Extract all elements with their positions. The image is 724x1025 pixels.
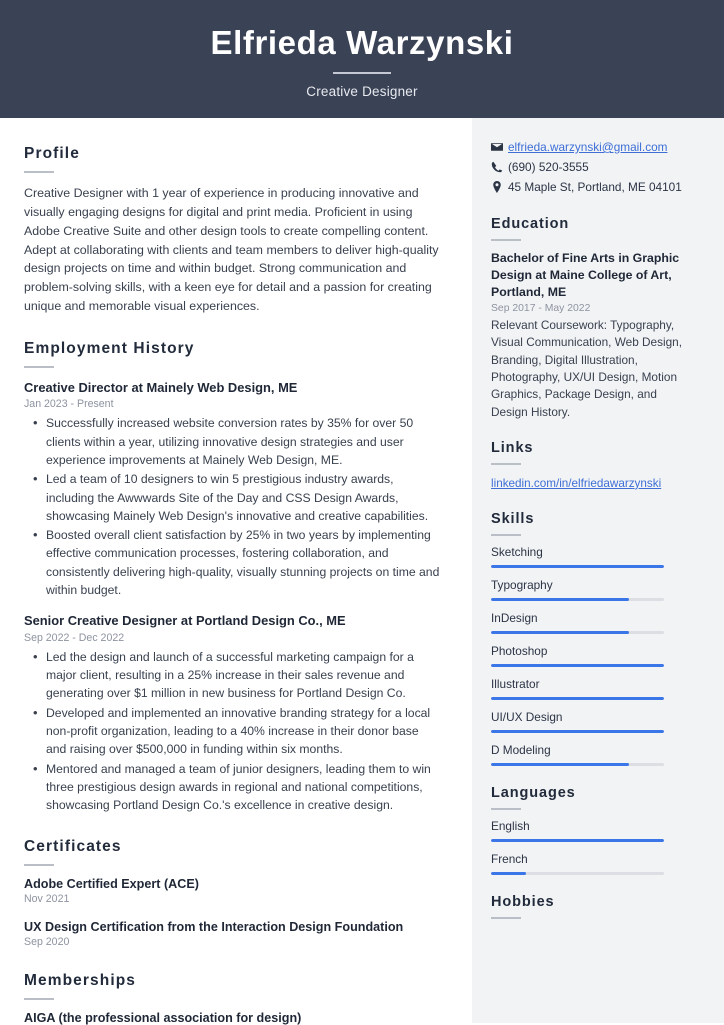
certificate-entry (24, 877, 442, 905)
contact-row-email (491, 140, 686, 154)
skill-label: D Modeling (491, 742, 551, 757)
job-bullets (24, 414, 442, 599)
language-item (491, 852, 686, 875)
section-heading-hobbies: Hobbies (491, 893, 555, 910)
contact-row-phone (491, 160, 686, 174)
section-profile (24, 145, 442, 316)
certificate-entry (24, 920, 442, 948)
section-heading-profile: Profile (24, 145, 80, 162)
skill-item (491, 644, 686, 667)
skill-item (491, 578, 686, 601)
section-education (491, 216, 686, 421)
language-label: English (491, 818, 530, 833)
certificate-title: Adobe Certified Expert (ACE) (24, 877, 199, 892)
list-item: • Developed and implemented an innovative branding strategy for a local non-profit organization, leading to a 40% increase in their donor base and raising over $500,000 in funding within six months. (24, 704, 442, 759)
section-divider (491, 239, 521, 241)
section-heading-skills: Skills (491, 510, 535, 527)
employment-entry (24, 379, 442, 599)
job-title: Senior Creative Designer at Portland Design Co., ME (24, 613, 346, 629)
job-date: Sep 2022 - Dec 2022 (24, 631, 125, 644)
language-bar-fill (491, 872, 526, 875)
page-title: Elfrieda Warzynski (210, 23, 514, 61)
certificate-title: UX Design Certification from the Interaction Design Foundation (24, 920, 404, 935)
skill-item (491, 611, 686, 634)
email-link[interactable]: elfrieda.warzynski@gmail.com (508, 140, 668, 154)
section-heading-education: Education (491, 216, 570, 232)
skill-bar-track (491, 763, 664, 766)
language-label: French (491, 851, 528, 866)
section-languages (491, 785, 686, 875)
map-pin-icon (491, 180, 508, 193)
resume-header (0, 0, 724, 118)
employment-entry (24, 612, 442, 814)
contact-list (491, 140, 686, 194)
section-divider (24, 998, 54, 1000)
skill-bar-track (491, 565, 664, 568)
main-column (0, 118, 472, 1023)
job-bullets (24, 648, 442, 815)
section-divider (491, 917, 521, 919)
skill-bar-fill (491, 697, 664, 700)
section-memberships (24, 972, 442, 1025)
skill-bar-fill (491, 763, 629, 766)
section-hobbies (491, 894, 686, 919)
sidebar-column (472, 118, 724, 1023)
skill-bar-track (491, 598, 664, 601)
section-divider (24, 171, 54, 173)
list-item: • Led the design and launch of a successful marketing campaign for a major client, resulting in a 25% increase in their sales revenue and generating over $1 million in new business for Portland Design Co. (24, 648, 442, 703)
skill-label: Typography (491, 577, 553, 592)
education-degree: Bachelor of Fine Arts in Graphic Design at Maine College of Art, Portland, ME (491, 251, 680, 299)
certificate-date: Sep 2020 (24, 936, 70, 949)
list-item: • Successfully increased website conversion rates by 35% for over 50 clients within a year, utilizing innovative design strategies and user experience improvements at Mainely Web Design, ME. (24, 414, 442, 469)
resume-body (0, 118, 724, 1023)
list-item: • Mentored and managed a team of junior designers, leading them to win three prestigious design awards in regional and national competitions, showcasing Portland Design Co.'s excellence in creative design. (24, 760, 442, 815)
section-divider (24, 366, 54, 368)
language-item (491, 819, 686, 842)
skill-label: Sketching (491, 544, 543, 559)
address-value: 45 Maple St, Portland, ME 04101 (508, 180, 682, 194)
education-description: Relevant Coursework: Typography, Visual Communication, Web Design, Branding, Digital Illustration, Photography, UX/UI Design, Motion Graphics, Package Design, and Design History. (491, 317, 683, 419)
section-skills (491, 511, 686, 766)
skill-label: Illustrator (491, 676, 540, 691)
skill-item (491, 710, 686, 733)
skill-bar-fill (491, 730, 664, 733)
section-heading-languages: Languages (491, 784, 576, 801)
section-links (491, 440, 686, 492)
skill-item (491, 677, 686, 700)
profile-text: Creative Designer with 1 year of experience in producing innovative and visually engaging designs for digital and print media. Proficient in using Adobe Creative Suite and other design tools to create compelling content. Adept at collaborating with clients and team members to deliver high-quality design projects on time and within budget. Strong communication and problem-solving skills, with a keen eye for detail and a passion for creating unique and memorable visual experiences. (24, 186, 439, 314)
phone-icon (491, 160, 508, 173)
skill-label: InDesign (491, 610, 538, 625)
section-divider (491, 808, 521, 810)
header-divider (333, 72, 391, 74)
section-heading-employment: Employment History (24, 339, 195, 357)
membership-title: AIGA (the professional association for design) (24, 1011, 302, 1025)
contact-row-address (491, 180, 686, 194)
skill-bar-fill (491, 565, 664, 568)
skill-bar-fill (491, 598, 629, 601)
skill-bar-fill (491, 664, 664, 667)
section-divider (491, 534, 521, 536)
skill-bar-track (491, 631, 664, 634)
section-divider (491, 463, 521, 465)
skill-label: UI/UX Design (491, 709, 563, 724)
skill-bar-track (491, 697, 664, 700)
skill-item (491, 545, 686, 568)
header-job-title: Creative Designer (306, 84, 418, 100)
skill-bar-track (491, 730, 664, 733)
phone-value: (690) 520-3555 (508, 160, 589, 174)
language-bar-fill (491, 839, 664, 842)
job-title: Creative Director at Mainely Web Design, ME (24, 379, 298, 395)
job-date: Jan 2023 - Present (24, 398, 114, 411)
skill-bar-track (491, 664, 664, 667)
skill-label: Photoshop (491, 643, 548, 658)
section-divider (24, 864, 54, 866)
section-heading-certificates: Certificates (24, 838, 122, 856)
linkedin-link[interactable]: linkedin.com/in/elfriedawarzynski (491, 476, 662, 490)
envelope-icon (491, 140, 508, 153)
list-item: • Led a team of 10 designers to win 5 prestigious industry awards, including the Awwwards Site of the Day and CSS Design Awards, showcasing Mainely Web Design's innovative and creative capabilities. (24, 470, 442, 525)
section-certificates (24, 838, 442, 948)
section-employment-history (24, 340, 442, 814)
education-date: Sep 2017 - May 2022 (491, 302, 591, 314)
section-heading-memberships: Memberships (24, 972, 137, 990)
certificate-date: Nov 2021 (24, 893, 70, 906)
skill-bar-fill (491, 631, 629, 634)
language-bar-track (491, 872, 664, 875)
section-heading-links: Links (491, 439, 534, 456)
list-item: • Boosted overall client satisfaction by 25% in two years by implementing effective communication processes, fostering collaboration, and consistently delivering high-quality, visually stunning projects on time and within budget. (24, 526, 442, 599)
skill-item (491, 743, 686, 766)
language-bar-track (491, 839, 664, 842)
